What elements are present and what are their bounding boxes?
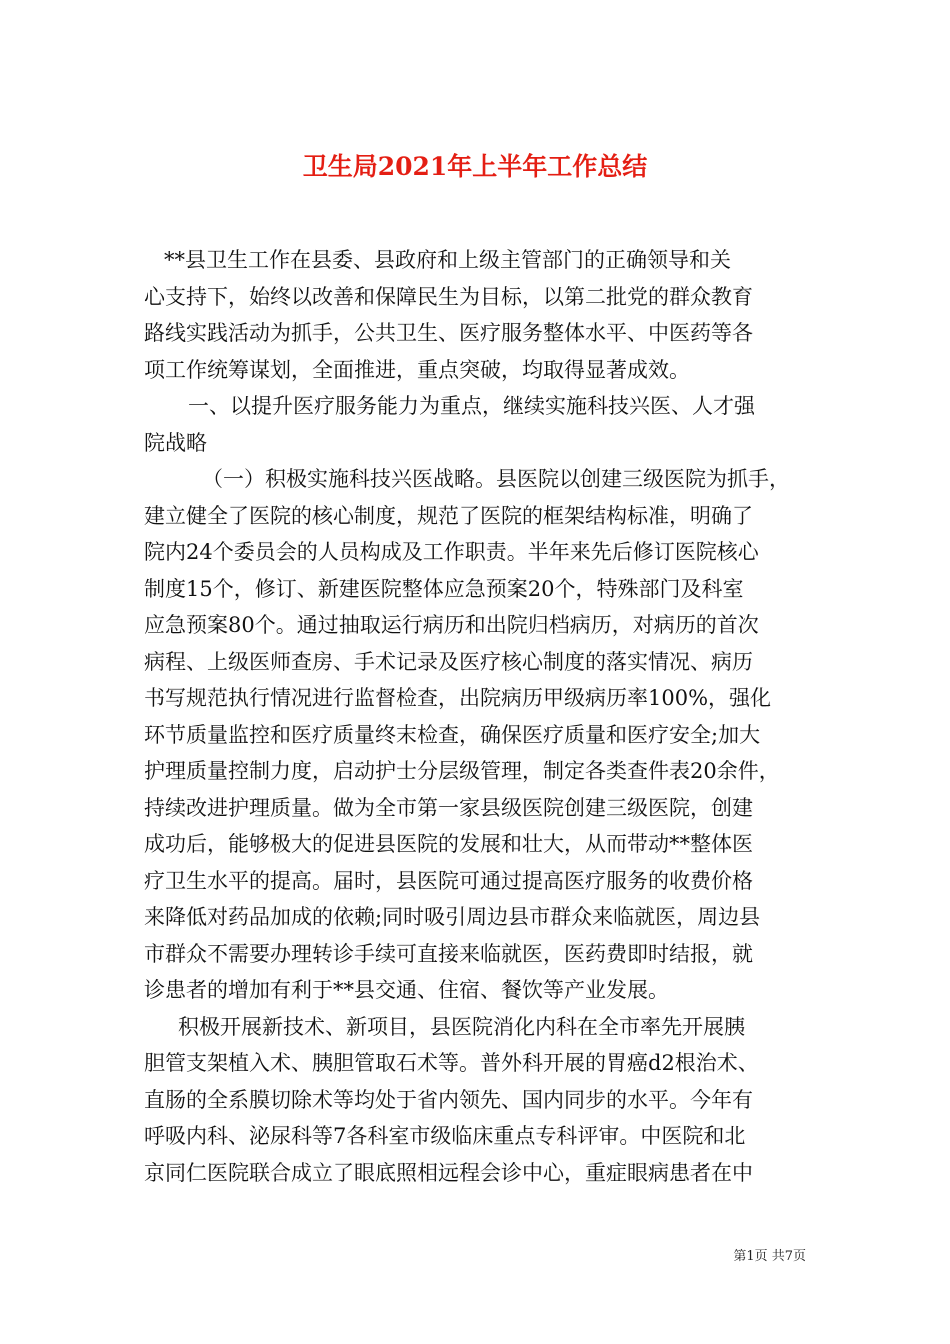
paragraph-line: 呼吸内科、泌尿科等7各科室市级临床重点专科评审。中医院和北 bbox=[144, 1124, 746, 1148]
paragraph-line: 院内24个委员会的人员构成及工作职责。半年来先后修订医院核心 bbox=[144, 540, 759, 564]
paragraph-line: 项工作统筹谋划，全面推进，重点突破，均取得显著成效。 bbox=[144, 357, 690, 382]
paragraph-line: 直肠的全系膜切除术等均处于省内领先、国内同步的水平。今年有 bbox=[144, 1087, 753, 1112]
paragraph-line: 书写规范执行情况进行监督检查，出院病历甲级病历率100%，强化 bbox=[144, 686, 772, 710]
paragraph-line: 市群众不需要办理转诊手续可直接来临就医，医药费即时结报，就 bbox=[144, 941, 753, 966]
paragraph-line: 京同仁医院联合成立了眼底照相远程会诊中心，重症眼病患者在中 bbox=[144, 1160, 753, 1185]
paragraph-line: 建立健全了医院的核心制度，规范了医院的框架结构标准，明确了 bbox=[144, 503, 753, 528]
paragraph-line: 制度15个，修订、新建医院整体应急预案20个，特殊部门及科室 bbox=[144, 576, 744, 601]
paragraph-line: 诊患者的增加有利于**县交通、住宿、餐饮等产业发展。 bbox=[144, 978, 669, 1002]
paragraph-line: **县卫生工作在县委、县政府和上级主管部门的正确领导和关 bbox=[164, 248, 731, 272]
paragraph-line: 病程、上级医师查房、手术记录及医疗核心制度的落实情况、病历 bbox=[144, 649, 753, 674]
paragraph-line: （一）积极实施科技兴医战略。县医院以创建三级医院为抓手， bbox=[202, 467, 790, 491]
paragraph-line: 应急预案80个。通过抽取运行病历和出院归档病历，对病历的首次 bbox=[144, 613, 759, 637]
paragraph-line: 胆管支架植入术、胰胆管取石术等。普外科开展的胃癌d2根治术、 bbox=[144, 1051, 759, 1075]
paragraph-line: 持续改进护理质量。做为全市第一家县级医院创建三级医院，创建 bbox=[144, 795, 753, 820]
paragraph-line: 成功后，能够极大的促进县医院的发展和壮大，从而带动**整体医 bbox=[144, 832, 753, 856]
paragraph-line: 来降低对药品加成的依赖;同时吸引周边县市群众来临就医，周边县 bbox=[144, 905, 761, 929]
page-title: 卫生局2021年上半年工作总结 bbox=[302, 151, 648, 181]
paragraph-line: 积极开展新技术、新项目，县医院消化内科在全市率先开展胰 bbox=[178, 1014, 745, 1039]
section-heading-line: 一、以提升医疗服务能力为重点，继续实施科技兴医、人才强 bbox=[188, 394, 755, 418]
paragraph-line: 环节质量监控和医疗质量终末检查，确保医疗质量和医疗安全;加大 bbox=[144, 722, 761, 747]
document-body bbox=[144, 242, 808, 1191]
paragraph-line: 疗卫生水平的提高。届时，县医院可通过提高医疗服务的收费价格 bbox=[144, 868, 753, 893]
paragraph-line: 心支持下，始终以改善和保障民生为目标，以第二批党的群众教育 bbox=[144, 284, 753, 309]
paragraph-line: 路线实践活动为抓手，公共卫生、医疗服务整体水平、中医药等各 bbox=[144, 321, 753, 345]
section-heading-line: 院战略 bbox=[144, 430, 207, 455]
page-number: 第1页 共7页 bbox=[733, 1249, 806, 1264]
paragraph-line: 护理质量控制力度，启动护士分层级管理，制定各类查件表20余件， bbox=[144, 759, 780, 783]
